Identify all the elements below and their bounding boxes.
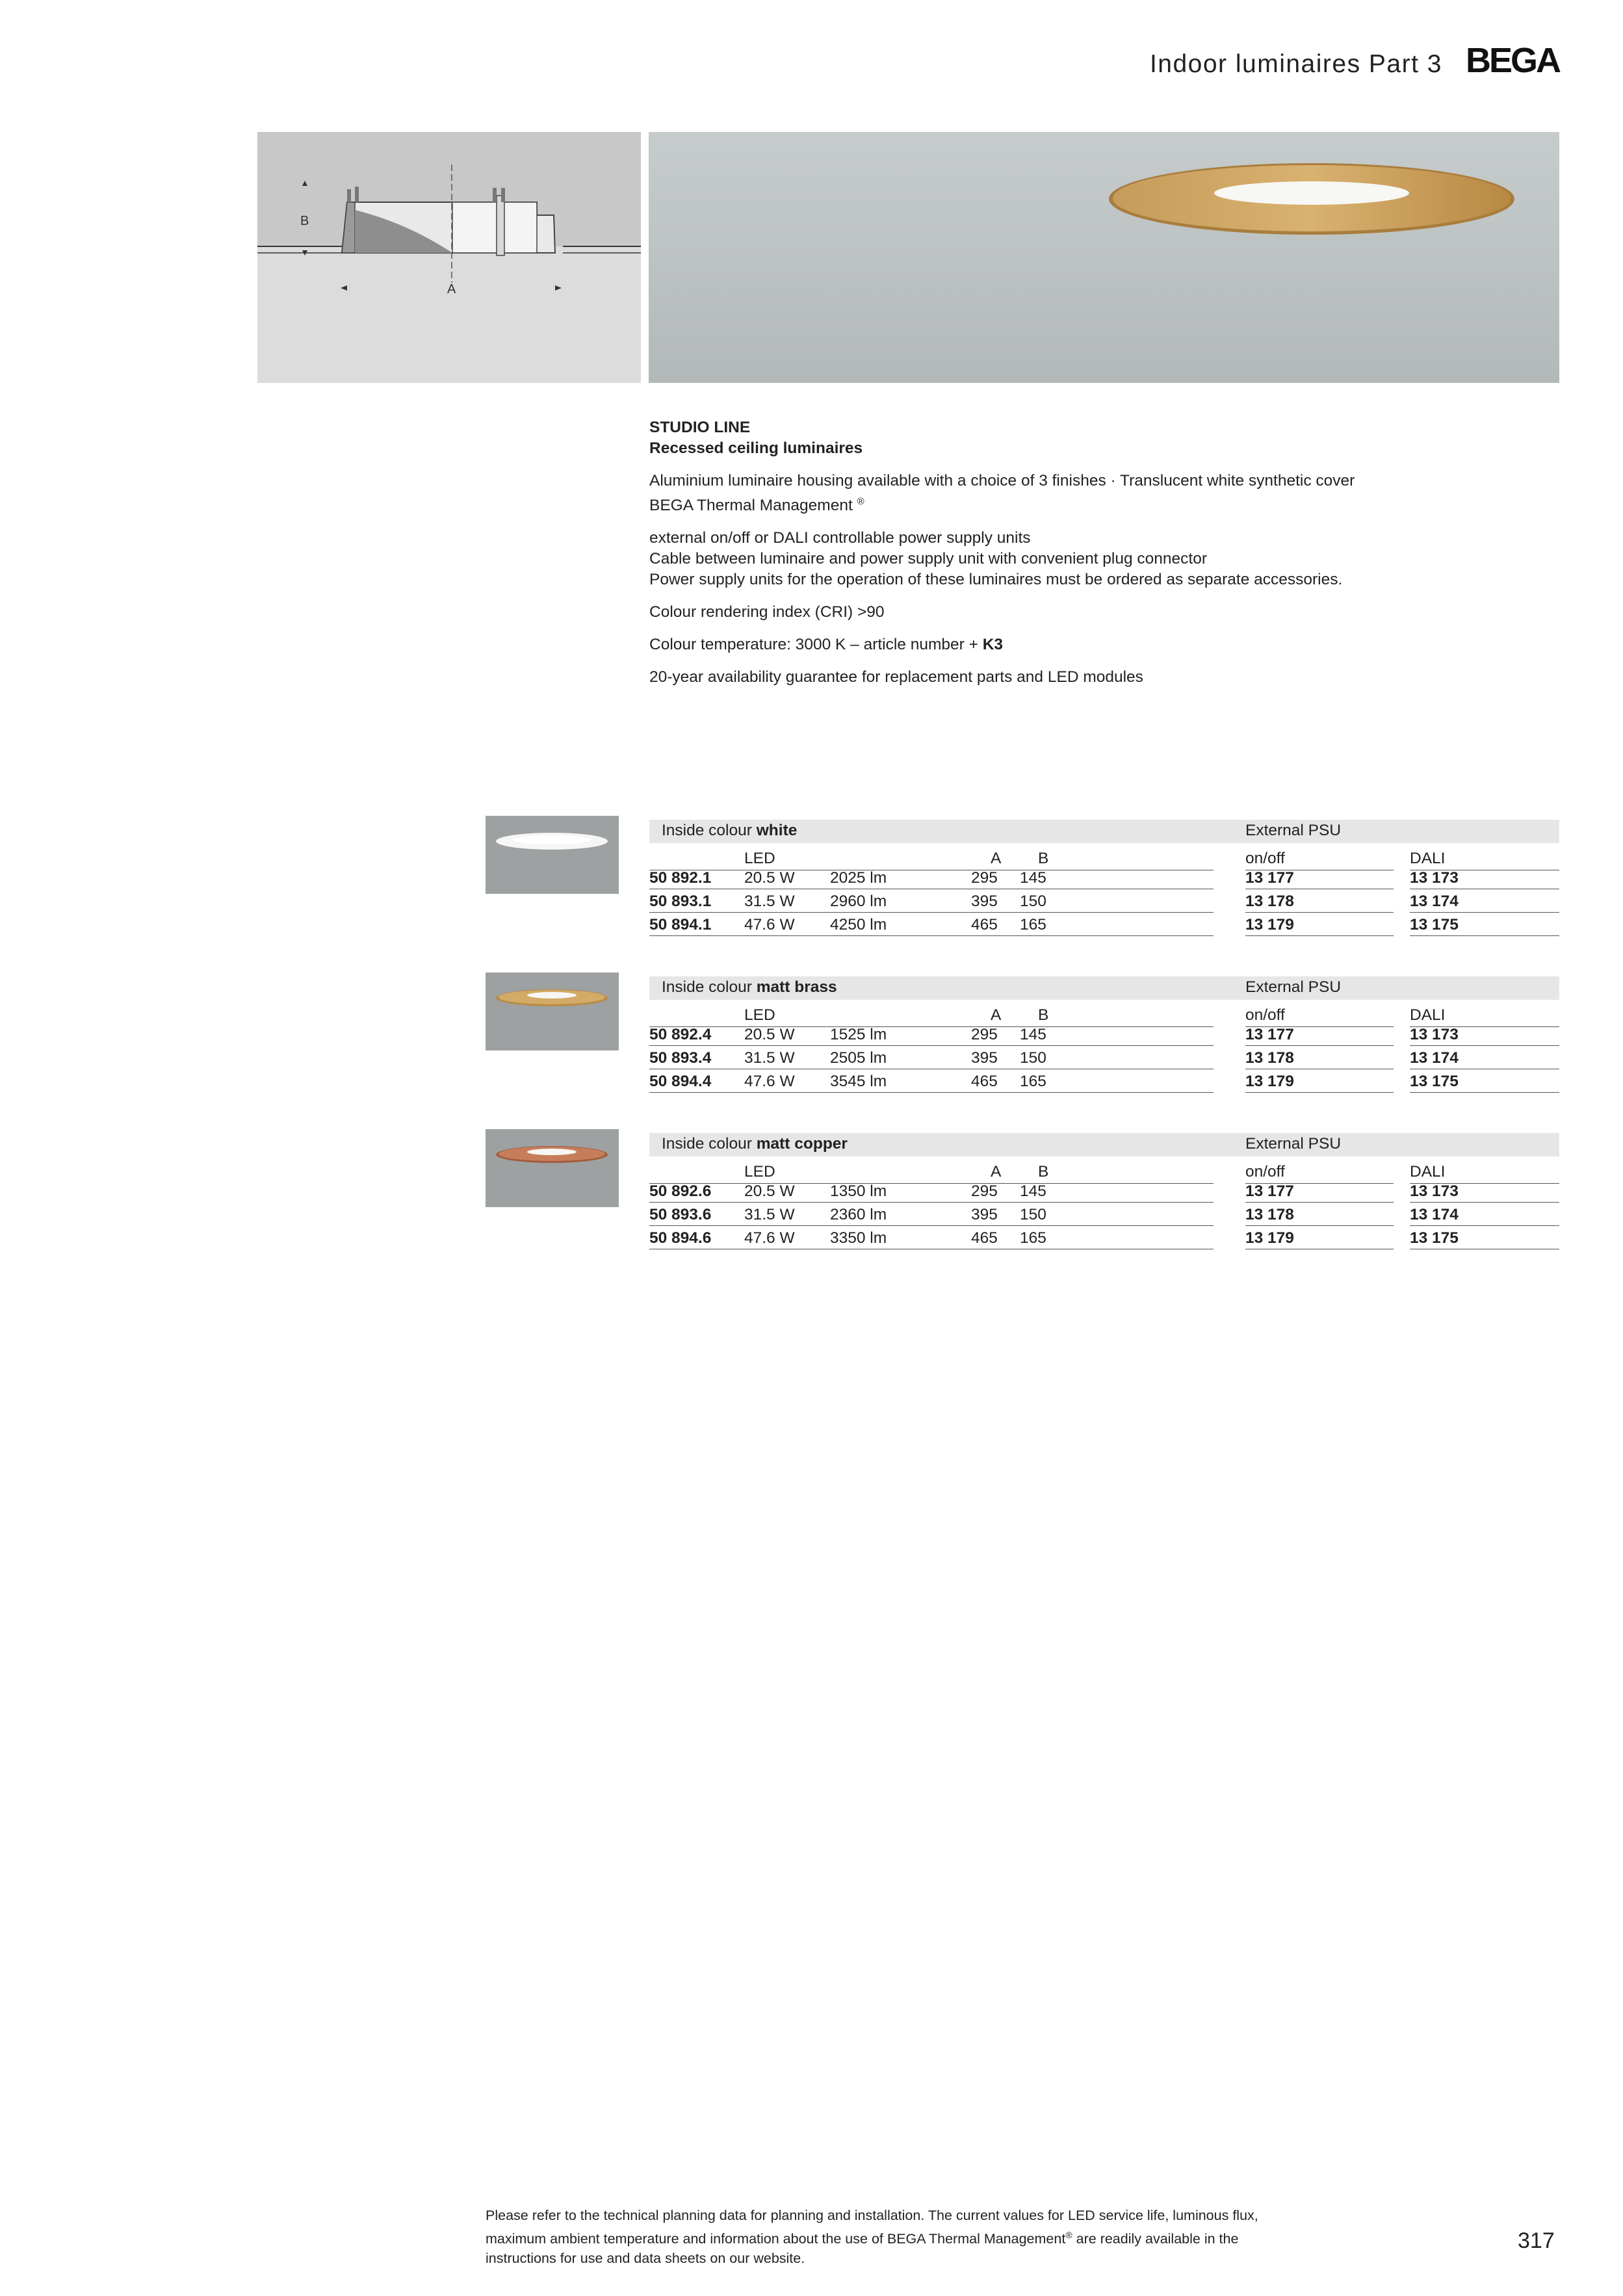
table-white [649,820,1559,935]
luminous-flux: 3545 lm [830,1073,887,1090]
psu-onoff: 13 178 [1245,1206,1294,1223]
desc-order: Power supply units for the operation of these luminaires must be ordered as separate accessories. [649,571,1343,589]
luminous-flux: 3350 lm [830,1229,887,1247]
dimension-b: 150 [1020,1206,1046,1223]
table-matt-copper [649,1133,1559,1249]
luminous-flux: 2025 lm [830,869,887,887]
psu-dali: 13 175 [1410,1229,1459,1247]
col-a: A [991,1163,1002,1181]
col-onoff: on/off [1245,1006,1285,1024]
product-type: Recessed ceiling luminaires [649,439,863,457]
article-number: 50 894.4 [649,1073,712,1090]
section-header [649,976,1559,1000]
section-colour: matt copper [756,1135,848,1153]
wattage: 31.5 W [744,1206,795,1223]
footnote-line-3: instructions for use and data sheets on our website. [486,2250,805,2267]
table-row [649,1022,1559,1045]
luminous-flux: 2505 lm [830,1049,887,1067]
article-number: 50 893.6 [649,1206,712,1223]
col-b: B [1038,850,1049,867]
table-matt-brass [649,976,1559,1092]
wattage: 47.6 W [744,1073,795,1090]
luminous-flux: 1525 lm [830,1026,887,1043]
psu-dali: 13 174 [1410,1206,1459,1223]
wattage: 47.6 W [744,916,795,933]
luminous-flux: 2360 lm [830,1206,887,1223]
dimension-b: 145 [1020,1182,1046,1200]
luminous-flux: 2960 lm [830,893,887,910]
thumb-white [486,816,619,894]
dimension-b: 165 [1020,1229,1046,1247]
luminaire-section-drawing [257,132,641,383]
desc-guarantee: 20-year availability guarantee for replacement parts and LED modules [649,668,1143,686]
footnote-line-2: maximum ambient temperature and information about the use of BEGA Thermal Management [486,2231,1066,2247]
dimension-a: 295 [971,1026,998,1043]
dim-a-label: A [447,282,456,296]
desc-housing: Aluminium luminaire housing available with a choice of 3 finishes · Translucent white synthetic cover [649,472,1355,489]
dimension-b: 150 [1020,1049,1046,1067]
column-header-row [649,1000,1559,1022]
col-led: LED [744,850,775,867]
table-row [649,865,1559,889]
col-b: B [1038,1163,1049,1181]
luminous-flux: 1350 lm [830,1182,887,1200]
psu-onoff: 13 179 [1245,1073,1294,1090]
wattage: 31.5 W [744,893,795,910]
catalogue-title: Indoor luminaires Part 3 [1149,50,1442,78]
col-dali: DALI [1410,850,1446,867]
psu-onoff: 13 179 [1245,1229,1294,1247]
column-header-row [649,1156,1559,1179]
desc-cri: Colour rendering index (CRI) >90 [649,603,885,621]
dimension-a: 465 [971,916,998,933]
psu-dali: 13 175 [1410,916,1459,933]
table-row [649,1045,1559,1069]
col-b: B [1038,1006,1049,1024]
wattage: 47.6 W [744,1229,795,1247]
article-number: 50 892.1 [649,869,712,887]
bega-logo: BEGA [1465,41,1559,80]
table-row [649,889,1559,912]
table-row [649,1179,1559,1202]
wattage: 20.5 W [744,1182,795,1200]
col-dali: DALI [1410,1163,1446,1181]
dim-b-label: B [300,214,309,228]
dimension-a: 465 [971,1073,998,1090]
dimension-a: 295 [971,869,998,887]
registered-mark: ® [857,496,864,507]
thumb-brass [486,972,619,1050]
brass-downlight-thumb [486,972,619,1050]
desc-psu: external on/off or DALI controllable power supply units [649,529,1031,547]
dimension-b: 150 [1020,893,1046,910]
psu-onoff: 13 177 [1245,869,1294,887]
wattage: 20.5 W [744,1026,795,1043]
col-onoff: on/off [1245,850,1285,867]
copper-downlight-thumb [486,1129,619,1207]
psu-dali: 13 175 [1410,1073,1459,1090]
article-number: 50 894.6 [649,1229,712,1247]
psu-dali: 13 173 [1410,1026,1459,1043]
page-number: 317 [1518,2228,1555,2253]
wattage: 31.5 W [744,1049,795,1067]
psu-onoff: 13 177 [1245,1182,1294,1200]
table-row [649,1069,1559,1092]
table-row [649,912,1559,935]
footnote-line-1: Please refer to the technical planning data for planning and installation. The current values for LED service life, luminous flux, [486,2208,1258,2223]
section-header [649,820,1559,843]
col-led: LED [744,1006,775,1024]
dimension-drawing [257,132,641,383]
psu-onoff: 13 178 [1245,1049,1294,1067]
section-colour: white [756,822,798,839]
col-led: LED [744,1163,775,1181]
footnote-line-2b: are readily available in the [1072,2231,1239,2247]
psu-dali: 13 174 [1410,1049,1459,1067]
psu-onoff: 13 179 [1245,916,1294,933]
psu-onoff: 13 178 [1245,893,1294,910]
col-a: A [991,1006,1002,1024]
column-header-row [649,843,1559,865]
section-colour: matt brass [756,978,837,996]
article-number: 50 894.1 [649,916,712,933]
thumb-copper [486,1129,619,1207]
dimension-b: 165 [1020,916,1046,933]
article-number: 50 893.1 [649,893,712,910]
dimension-a: 465 [971,1229,998,1247]
psu-dali: 13 173 [1410,869,1459,887]
colour-temp-suffix: K3 [982,636,1004,654]
wattage: 20.5 W [744,869,795,887]
product-photo [649,132,1559,383]
dimension-b: 145 [1020,1026,1046,1043]
series-name: STUDIO LINE [649,419,751,436]
page-header [1150,40,1559,81]
white-downlight-thumb [486,816,619,894]
external-psu-label: External PSU [1245,1135,1342,1153]
dimension-a: 395 [971,893,998,910]
desc-colour-temp: Colour temperature: 3000 K – article number + [649,636,983,654]
section-prefix: Inside colour [662,822,757,839]
desc-cable: Cable between luminaire and power supply unit with convenient plug connector [649,550,1208,568]
psu-dali: 13 174 [1410,893,1459,910]
table-row [649,1202,1559,1225]
product-description [649,417,1494,699]
dimension-b: 145 [1020,869,1046,887]
section-prefix: Inside colour [662,1135,757,1153]
dimension-a: 395 [971,1049,998,1067]
col-onoff: on/off [1245,1163,1285,1181]
luminous-flux: 4250 lm [830,916,887,933]
desc-thermal: BEGA Thermal Management [649,497,853,515]
article-number: 50 893.4 [649,1049,712,1067]
dimension-a: 395 [971,1206,998,1223]
col-dali: DALI [1410,1006,1446,1024]
footnote [486,2206,1396,2268]
brass-downlight-image [649,132,1559,383]
registered-mark: ® [1065,2230,1072,2240]
psu-onoff: 13 177 [1245,1026,1294,1043]
dimension-a: 295 [971,1182,998,1200]
section-header [649,1133,1559,1156]
section-prefix: Inside colour [662,978,757,996]
dimension-b: 165 [1020,1073,1046,1090]
article-number: 50 892.6 [649,1182,712,1200]
col-a: A [991,850,1002,867]
table-row [649,1225,1559,1249]
article-number: 50 892.4 [649,1026,712,1043]
external-psu-label: External PSU [1245,978,1342,996]
external-psu-label: External PSU [1245,822,1342,839]
psu-dali: 13 173 [1410,1182,1459,1200]
